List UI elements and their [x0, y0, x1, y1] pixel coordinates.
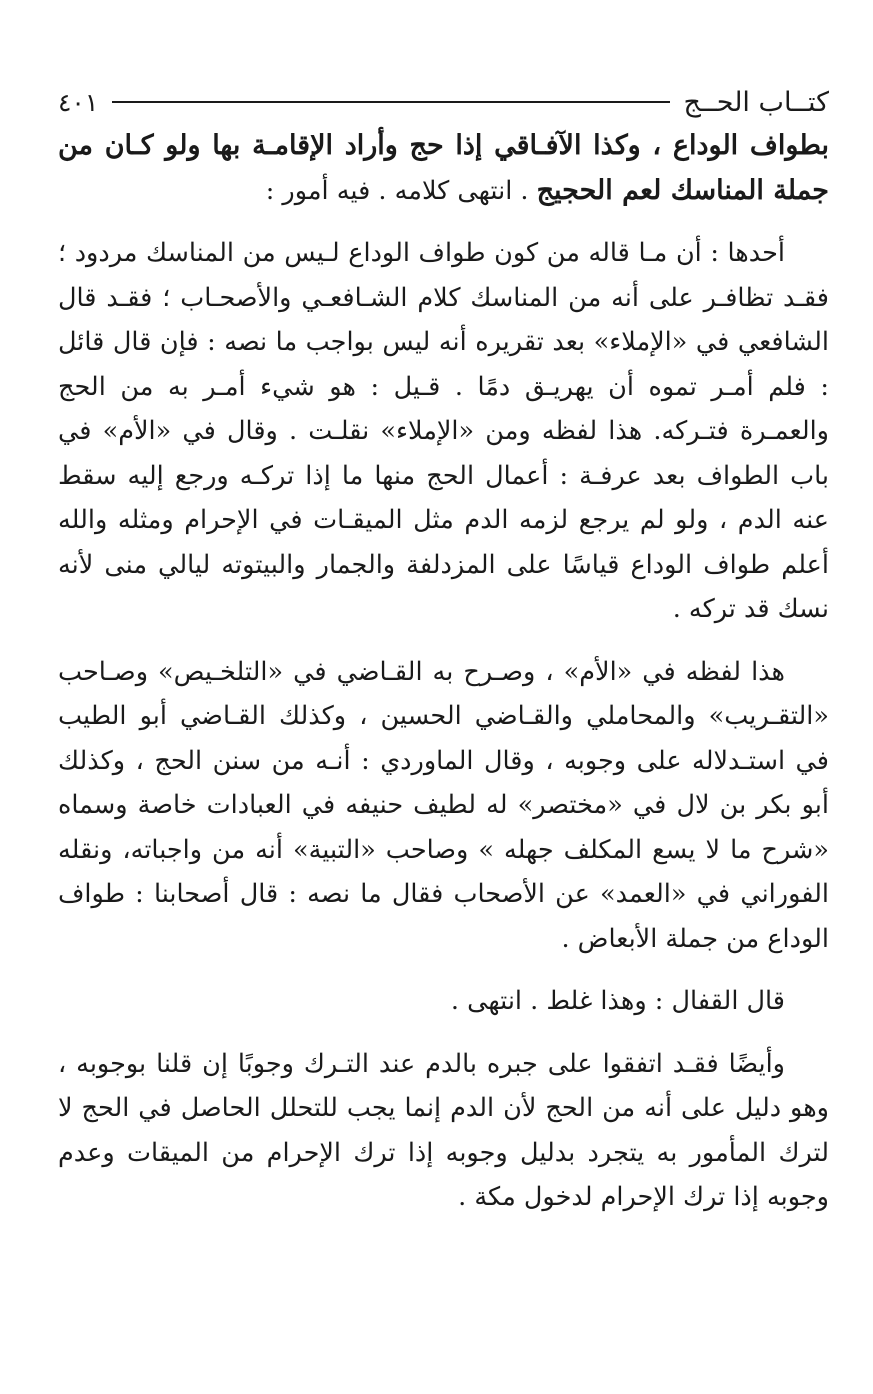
page-number: ٤٠١	[58, 87, 99, 117]
paragraph-1: أحدها : أن مـا قاله من كون طواف الوداع لـيس من المناسك مردود ؛ فقـد تظافـر على أنه من المناسك كلام الشـافعـي والأصحـاب ؛ فقـد قال الشافعي في «الإملاء» بعد تقريره أنه ليس بواجب ما نصه : فإن قال قائل : فلم أمـر تموه أن يهريـق دمًا . قـيل : هو شيء أمـر به من الحج والعمـرة فتـركه. هذا لفظه ومن «الإملاء» نقلـت . وقال في «الأم» في باب الطواف بعد عرفـة : أعمال الحج منها ما إذا تركـه ورجع إليه سقط عنه الدم ، ولو لم يرجع لزمه الدم مثل الميقـات في الإحرام ومثله والله أعلم طواف الوداع قياسًا على المزدلفة والجمار والبيتوته ليالي منى لأنه نسك قد تركه .	[58, 238, 829, 624]
chapter-title: كتــاب الحــج	[683, 86, 829, 118]
header-rule	[112, 101, 669, 103]
paragraph-tail: . انتهى كلامه . فيه أمور :	[265, 175, 537, 206]
bold-quote: بطواف الوداع ، وكذا الآفـاقي إذا حج وأراد الإقامـة بها ولو كـان من جملة المناسك لعم الحجيج	[58, 130, 829, 206]
paragraph-4: وأيضًا فقـد اتفقوا على جبره بالدم عند التـرك وجوبًا إن قلنا بوجوبه ، وهو دليل على أنه من الحج لأن الدم إنما يجب للتحلل الحاصل في الحج لا لترك المأمور به يتجرد بدليل وجوبه إذا ترك الإحرام من الميقات وعدم وجوبه إذا ترك الإحرام لدخول مكة .	[58, 1048, 829, 1212]
running-header	[58, 80, 829, 124]
body-text	[58, 124, 829, 1220]
paragraph-continuation	[58, 124, 829, 213]
paragraph-2: هذا لفظه في «الأم» ، وصـرح به القـاضي في «التلخـيص» وصـاحب «التقـريب» والمحاملي والقـاضي الحسين ، وكذلك القـاضي أبو الطيب في استـدلاله على وجوبه ، وقال الماوردي : أنـه من سنن الحج ، وكذلك أبو بكر بن لال في «مختصر» له لطيف حنيفه في العبادات خاصة وسماه «شرح ما لا يسع المكلف جهله » وصاحب «التبية» أنه من واجباته، ونقله الفوراني في «العمد» عن الأصحاب فقال ما نصه : قال أصحابنا : طواف الوداع من جملة الأبعاض .	[58, 656, 829, 954]
paragraph-3: قال القفال : وهذا غلط . انتهى .	[450, 986, 785, 1016]
